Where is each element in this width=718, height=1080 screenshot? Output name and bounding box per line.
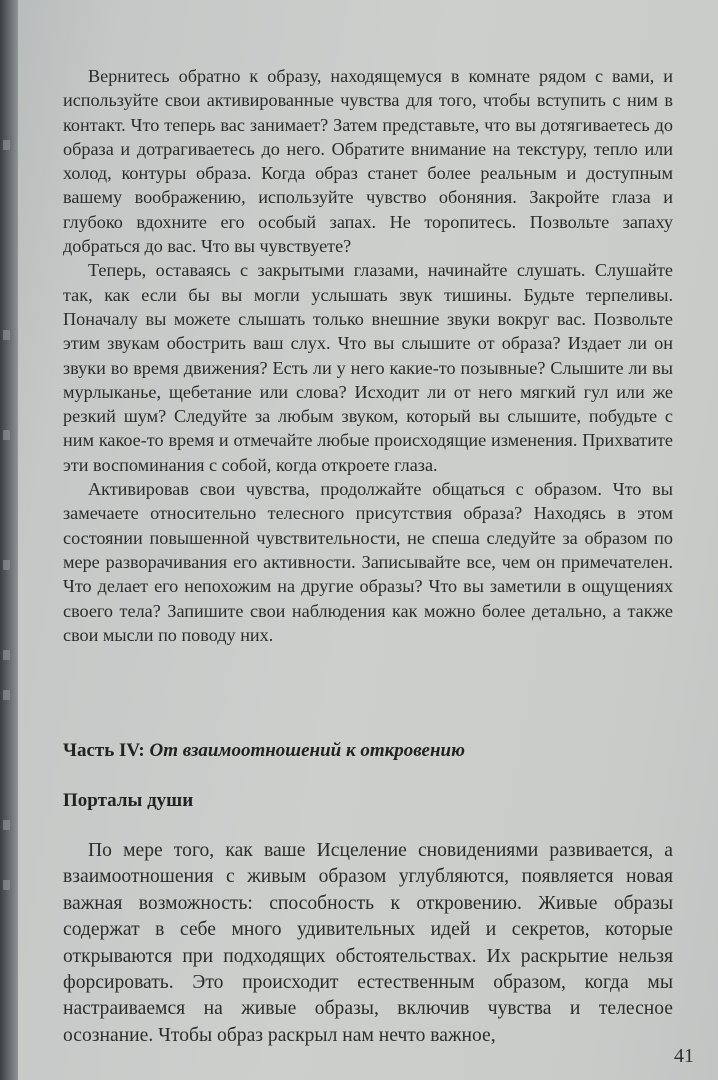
spine-mark [3, 690, 10, 700]
body-text-bottom [63, 838, 673, 1049]
spine-mark [3, 820, 10, 830]
part-title: От взаимоотношений к откровению [149, 740, 465, 761]
section-subheading: Порталы души [63, 790, 194, 811]
paragraph-senses-activated: Активировав свои чувства, продолжайте общаться с образом. Что вы замечаете относительно телесного присутствия образа? Находясь в этом состоянии повышенной чувствительности, не спеша следуйте за образом по мере разворачивания его активности. Записывайте все, чем он примечателен. Что делает его непохожим на другие образы? Что вы заметили в ощущениях своего тела? Запишите свои наблюдения как можно более детально, а также свои мысли по поводу них. [63, 479, 673, 645]
paragraph-listening: Теперь, оставаясь с закрытыми глазами, начинайте слушать. Слушайте так, как если бы вы могли услышать звук тишины. Будьте терпеливы. Поначалу вы можете слышать только внешние звуки вокруг вас. Позвольте этим звукам обострить ваш слух. Что вы слышите от образа? Издает ли он звуки во время движения? Есть ли у него какие-то позывные? Слышите ли вы мурлыканье, щебетание или слова? Исходит ли от него мягкий гул или же резкий шум? Следуйте за любым звуком, который вы слышите, побудьте с ним какое-то время и отмечайте любые происходящие изменения. Прихватите эти воспоминания с собой, когда откроете глаза. [63, 260, 673, 475]
body-text-top [63, 64, 673, 647]
book-spine [0, 0, 18, 1080]
spine-mark [3, 560, 10, 570]
spine-mark [3, 650, 10, 660]
spine-mark [3, 880, 10, 890]
page-number: 41 [674, 1045, 694, 1067]
spine-mark [3, 430, 10, 440]
part-heading [63, 740, 465, 762]
spine-mark [3, 140, 10, 150]
spine-mark [3, 330, 10, 340]
book-page [18, 0, 718, 1080]
paragraph-revelation: По мере того, как ваше Исцеление сновидениями развивается, а взаимоотношения с живым образом углубляются, появляется новая важная возможность: способность к откровению. Живые образы содержат в себе много удивительных идей и секретов, которые открываются при подходящих обстоятельствах. Их раскрытие нельзя форсировать. Это происходит естественным образом, когда мы настраиваемся на живые образы, включив чувства и телесное осознание. Чтобы образ раскрыл нам нечто важное, [63, 840, 673, 1046]
paragraph-return-to-image: Вернитесь обратно к образу, находящемуся в комнате рядом с вами, и используйте свои активированные чувства для того, чтобы вступить с ним в контакт. Что теперь вас занимает? Затем представьте, что вы дотягиваетесь до образа и дотрагиваетесь до него. Обратите внимание на текстуру, тепло или холод, контуры образа. Когда образ станет более реальным и доступным вашему воображению, используйте чувство обоняния. Закройте глаза и глубоко вдохните его особый запах. Не торопитесь. Позвольте запаху добраться до вас. Что вы чувствуете? [63, 66, 673, 257]
part-label: Часть IV: [63, 740, 145, 761]
